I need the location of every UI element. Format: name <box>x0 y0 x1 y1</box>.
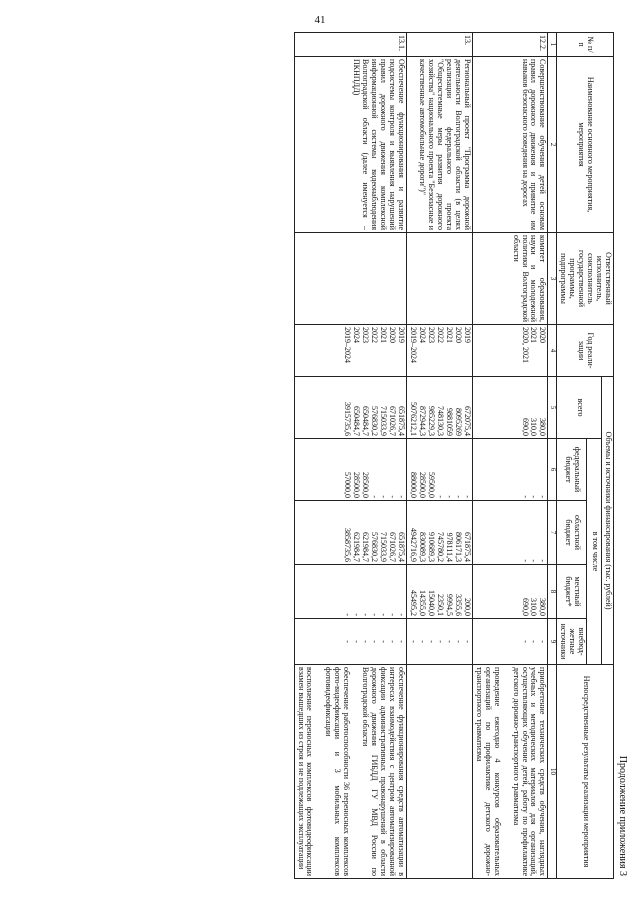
column-number: 4 <box>548 325 557 377</box>
federal-value: - <box>435 495 445 498</box>
table-row <box>407 33 473 879</box>
column-number: 10 <box>548 665 557 879</box>
result-paragraph: восполнение переносных комплексов фотовидеофиксации взамен вышедших из строя и не подлежащих эксплуатации <box>296 667 315 877</box>
extra-value: - <box>397 640 407 643</box>
row-total <box>294 377 407 439</box>
regional-value: 651875,4 <box>397 532 407 562</box>
year-value: 2020 <box>453 327 463 343</box>
row-total <box>407 377 473 439</box>
total-value: 690,0 <box>520 418 530 436</box>
row-activity-name: Региональный проект "Программа дорожной деятельности Волгоградской области (в целях реализации федерального проекта "Общесистемные меры развития дорожного хозяйства" национального проекта "Безопасные и качественные автомобильные дороги")" <box>407 57 473 233</box>
row-results <box>294 665 407 879</box>
result-paragraph: обеспечение функционирования средств автоматизации в интересах взаимодействия с центром автоматизированной фиксации административных правонарушений в области дорожного движения ГИБДД ГУ МВД России по Волгоградской области <box>361 667 407 877</box>
total-value: 576830,2 <box>370 406 380 436</box>
row-extra <box>294 619 407 665</box>
header-no: № п/п <box>557 33 614 57</box>
row-results <box>407 665 473 879</box>
total-value: 9881059 <box>444 408 454 436</box>
regional-value: 4942716,9 <box>409 528 419 562</box>
extra-value: - <box>538 640 548 643</box>
year-value: 2021 <box>444 327 454 343</box>
regional-value: 621984,7 <box>361 532 371 562</box>
extra-value: - <box>418 640 428 643</box>
header-total: всего <box>557 377 602 439</box>
table-row <box>472 33 548 879</box>
row-years <box>294 325 407 377</box>
federal-value: - <box>388 495 398 498</box>
federal-value: - <box>453 495 463 498</box>
column-number: 7 <box>548 501 557 565</box>
local-value: - <box>343 613 353 616</box>
federal-value: - <box>397 495 407 498</box>
federal-value: - <box>520 495 530 498</box>
row-results <box>472 665 548 879</box>
total-value: 748130,3 <box>435 406 445 436</box>
total-value: 651875,4 <box>397 406 407 436</box>
local-value: - <box>397 613 407 616</box>
local-value: 380,0 <box>538 598 548 616</box>
local-value: - <box>370 613 380 616</box>
year-value: 2022 <box>370 327 380 343</box>
rotated-table-stage <box>12 24 632 884</box>
column-number-row <box>548 33 557 879</box>
local-value: - <box>379 613 389 616</box>
extra-value: - <box>520 640 530 643</box>
row-number: 13.1. <box>294 33 407 57</box>
regional-value: 621984,7 <box>352 532 362 562</box>
row-years <box>472 325 548 377</box>
total-value: 985229,3 <box>426 406 436 436</box>
local-value: - <box>352 613 362 616</box>
row-local <box>472 565 548 619</box>
row-activity-name: Обеспечение функционирования и развитие подсистемы контроля и выявления нарушений правил дорожного движения комплексной информационной системы видеонаблюдения Волгоградской области (далее именуется – ПКНПДД) <box>294 57 407 233</box>
row-extra <box>472 619 548 665</box>
regional-value: - <box>538 559 548 562</box>
federal-value: 57000,0 <box>343 472 353 498</box>
row-federal <box>294 439 407 501</box>
header-incl: в том числе <box>587 439 602 665</box>
result-paragraph: приобретение технических средств обучения, наглядных учебных и методических материалов для организаций, осуществляющих обучение детей, работу по профилактике детского дорожно-транспортного травматизма <box>511 667 548 877</box>
row-federal <box>407 439 473 501</box>
total-value: 872944,3 <box>418 406 428 436</box>
extra-value: - <box>529 640 539 643</box>
local-value: 14355,0 <box>418 590 428 616</box>
extra-value: - <box>388 640 398 643</box>
total-value: 715033,9 <box>379 406 389 436</box>
year-value: 2020 <box>388 327 398 343</box>
total-value: 672075,4 <box>462 406 472 436</box>
header-year: Год реали- зации <box>557 325 614 377</box>
regional-value: 830089,3 <box>418 532 428 562</box>
header-regional: областной бюджет <box>557 501 587 565</box>
extra-value: - <box>453 640 463 643</box>
local-value: 690,0 <box>520 598 530 616</box>
year-value: 2024 <box>418 327 428 343</box>
column-number: 2 <box>548 57 557 233</box>
year-value: 2019–2024 <box>409 327 419 363</box>
header-results: Непосредственные результаты реализации мероприятия <box>557 665 614 879</box>
header-extra: внебюд- жетные источники <box>557 619 587 665</box>
regional-value: - <box>520 559 530 562</box>
page-number: 41 <box>314 14 326 26</box>
regional-value: 910689,3 <box>426 532 436 562</box>
local-value: 15040,0 <box>426 590 436 616</box>
year-value: 2023 <box>361 327 371 343</box>
extra-value: - <box>409 640 419 643</box>
extra-value: - <box>462 640 472 643</box>
local-value: 2350,1 <box>435 594 445 616</box>
column-number: 3 <box>548 233 557 325</box>
federal-value: 88000,0 <box>409 472 419 498</box>
header-funding-group: Объемы и источники финансирования (тыс. рублей) <box>602 377 614 665</box>
result-paragraph: проведение ежегодно 4 конкурсов образовательных организаций по профилактике детского дорожно-транспортного травматизма <box>474 667 502 877</box>
federal-value: 28500,0 <box>361 472 371 498</box>
result-paragraph: обеспечение работоспособности 36 переносных комплексов фото-видеофиксации и 3 мобильных комплексов фотовидеофиксации <box>324 667 352 877</box>
column-number: 6 <box>548 439 557 501</box>
header-name: Наименование основного мероприятия, мероприятия <box>557 57 614 233</box>
row-federal <box>472 439 548 501</box>
local-value: 9994,5 <box>444 594 454 616</box>
year-value: 2019–2024 <box>343 327 353 363</box>
year-value: 2020 <box>538 327 548 343</box>
federal-value: - <box>444 495 454 498</box>
federal-value: - <box>462 495 472 498</box>
column-number: 5 <box>548 377 557 439</box>
column-number: 9 <box>548 619 557 665</box>
extra-value: - <box>343 640 353 643</box>
header-responsible: Ответственный исполнитель, соисполнитель государственной программы, подпрограммы <box>557 233 614 325</box>
header-local: местный бюджет* <box>557 565 587 619</box>
local-value: - <box>388 613 398 616</box>
column-number: 1 <box>548 33 557 57</box>
total-value: 5076212,1 <box>409 402 419 436</box>
row-local <box>294 565 407 619</box>
row-number: 12.2. <box>472 33 548 57</box>
regional-value: 806171,3 <box>453 532 463 562</box>
row-responsible: комитет образования, науки и молодежной политики Волгоградской области <box>472 233 548 325</box>
extra-value: - <box>361 640 371 643</box>
row-activity-name: Совершенствование обучения детей основам правил дорожного движения и привитие им навыков безопасного поведения на дорогах <box>472 57 548 233</box>
funding-table <box>294 32 614 879</box>
federal-value: - <box>538 495 548 498</box>
total-value: 310,0 <box>529 418 539 436</box>
row-years <box>407 325 473 377</box>
federal-value: 28500,0 <box>418 472 428 498</box>
year-value: 2020, 2021 <box>520 327 530 363</box>
extra-value: - <box>426 640 436 643</box>
regional-value: 715033,9 <box>379 532 389 562</box>
federal-value: - <box>529 495 539 498</box>
extra-value: - <box>435 640 445 643</box>
row-regional <box>472 501 548 565</box>
row-responsible <box>407 233 473 325</box>
local-value: - <box>361 613 371 616</box>
total-value: 380,0 <box>538 418 548 436</box>
federal-value: 28500,0 <box>352 472 362 498</box>
header-federal: федеральный бюджет <box>557 439 587 501</box>
year-value: 2019 <box>462 327 472 343</box>
year-value: 2021 <box>529 327 539 343</box>
column-number: 8 <box>548 565 557 619</box>
total-value: 671026,7 <box>388 406 398 436</box>
total-value: 650484,7 <box>361 406 371 436</box>
row-number: 13. <box>407 33 473 57</box>
row-responsible <box>294 233 407 325</box>
federal-value: - <box>370 495 380 498</box>
row-regional <box>294 501 407 565</box>
federal-value: 59500,0 <box>426 472 436 498</box>
federal-value: - <box>379 495 389 498</box>
local-value: 45495,2 <box>409 590 419 616</box>
regional-value: 745780,2 <box>435 532 445 562</box>
local-value: 200,0 <box>462 598 472 616</box>
year-value: 2024 <box>352 327 362 343</box>
local-value: 3355,6 <box>453 594 463 616</box>
regional-value: 3858735,6 <box>343 528 353 562</box>
continuation-label: Продолжение приложения 3 <box>617 755 628 876</box>
row-local <box>407 565 473 619</box>
table-body <box>294 33 548 879</box>
regional-value: 671875,4 <box>462 532 472 562</box>
total-value: 650484,7 <box>352 406 362 436</box>
extra-value: - <box>379 640 389 643</box>
row-extra <box>407 619 473 665</box>
year-value: 2022 <box>435 327 445 343</box>
year-value: 2021 <box>379 327 389 343</box>
regional-value: 671026,7 <box>388 532 398 562</box>
year-value: 2019 <box>397 327 407 343</box>
local-value: 310,0 <box>529 598 539 616</box>
extra-value: - <box>370 640 380 643</box>
regional-value: 978111,4 <box>444 532 454 562</box>
regional-value: 576830,2 <box>370 532 380 562</box>
row-regional <box>407 501 473 565</box>
row-total <box>472 377 548 439</box>
total-value: 3915735,6 <box>343 402 353 436</box>
year-value: 2023 <box>426 327 436 343</box>
total-value: 8095269 <box>453 408 463 436</box>
regional-value: - <box>529 559 539 562</box>
extra-value: - <box>352 640 362 643</box>
extra-value: - <box>444 640 454 643</box>
table-row <box>294 33 407 879</box>
